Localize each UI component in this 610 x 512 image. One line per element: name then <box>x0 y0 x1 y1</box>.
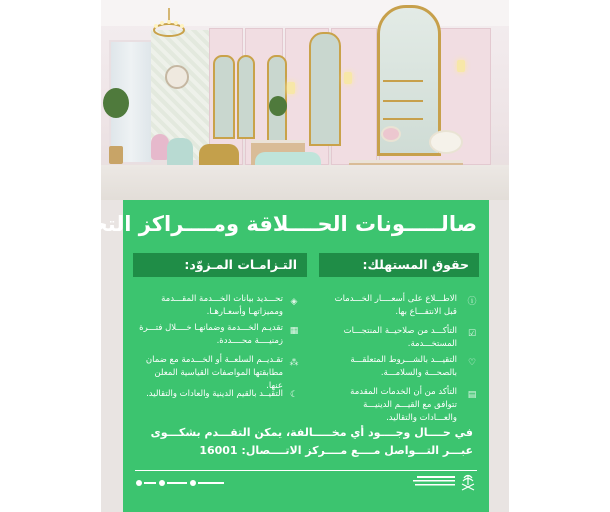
calendar-icon: ▦ <box>289 326 299 336</box>
contact-info <box>135 479 235 487</box>
info-icon: ⓘ <box>467 297 477 307</box>
group-icon: ⁂ <box>289 358 299 368</box>
flower-vase <box>431 132 461 152</box>
ministry-wordmark <box>411 475 455 487</box>
chandelier <box>151 8 187 44</box>
plant <box>269 96 287 116</box>
provider-obligation-item <box>135 388 283 401</box>
salon-chair <box>167 138 193 168</box>
shelf <box>383 80 423 82</box>
mirror <box>213 55 235 139</box>
provider-obligation-text: تحـــديد بيانات الخـــدمة المقـــدمة ومميزاتهـا وأسعـارهـا. <box>161 294 283 317</box>
mirror <box>309 32 341 146</box>
provider-obligations-heading: التـزامـات المـزوّد: <box>133 253 307 277</box>
wall-lamp <box>287 82 295 94</box>
tag-icon: ◈ <box>290 297 298 307</box>
wall-clock <box>165 65 189 89</box>
poster <box>51 0 509 512</box>
shelf <box>383 100 423 102</box>
wall-lamp <box>344 72 352 84</box>
provider-obligation-text: التقيــد بالقيم الدينية والعادات والتقاليد. <box>146 389 283 399</box>
ministry-logo <box>407 473 477 495</box>
consumer-right-item <box>331 386 457 425</box>
consumer-right-text: التأكد من أن الخدمات المقدمة تتوافق مع القيـــم الدينيـــة والعـــادات والتقاليد. <box>350 387 457 423</box>
plant-pot <box>109 146 123 164</box>
provider-obligation-item <box>135 322 283 348</box>
consumer-right-item <box>331 325 457 351</box>
document-icon: ▤ <box>467 390 477 400</box>
salon-photo <box>101 0 509 200</box>
provider-obligation-text: تقديـم الخـــدمة وضمانهـا خــــلال فتـــرة زمنيــــة محــــددة. <box>139 323 283 346</box>
photo-edge-right <box>489 200 509 512</box>
poster-title: صالـــــونات الحــــلاقة ومــــراكز التجميل <box>51 212 477 236</box>
consumer-rights-heading: حقوق المستهلك: <box>319 253 479 277</box>
info-card <box>51 200 489 512</box>
flower-vase <box>383 128 399 140</box>
complaint-notice: في حــــال وجــــود أي مخـــــالفة، يمكن التقـــدم بشكـــوى عبـــر التـــواصل مــــع مــــركز الاتــــصال: 16001 <box>150 426 473 457</box>
palm-swords-icon <box>459 473 477 493</box>
moon-icon: ☾ <box>289 390 299 400</box>
photo-edge-left <box>101 200 123 512</box>
mirror <box>237 55 255 139</box>
consumer-right-text: التقيـــد بالشـــروط المتعلقـــة بالصحـــة والسلامـــة. <box>350 355 457 378</box>
checklist-icon: ☑ <box>467 329 477 339</box>
consumer-right-item <box>331 293 457 319</box>
consumer-right-text: الاطـــلاع على أسعــــار الخـــدمات قبل الانتفـــاع بها. <box>334 294 457 317</box>
consumer-right-item <box>331 354 457 380</box>
shelf <box>383 118 423 120</box>
heart-icon: ♡ <box>467 358 477 368</box>
wall-lamp <box>457 60 465 72</box>
plant <box>103 88 129 118</box>
bottom-bar <box>135 470 477 497</box>
consumer-right-text: التأكـــد من صلاحيــة المنتجـــات المستخـــدمة. <box>343 326 457 349</box>
provider-obligation-item <box>135 293 283 319</box>
provider-obligation-text: تقـديــم السلعــة أو الخـــدمة مع ضمان مطابقتها المواصفات القياسية المعلن عنها. <box>145 355 283 391</box>
